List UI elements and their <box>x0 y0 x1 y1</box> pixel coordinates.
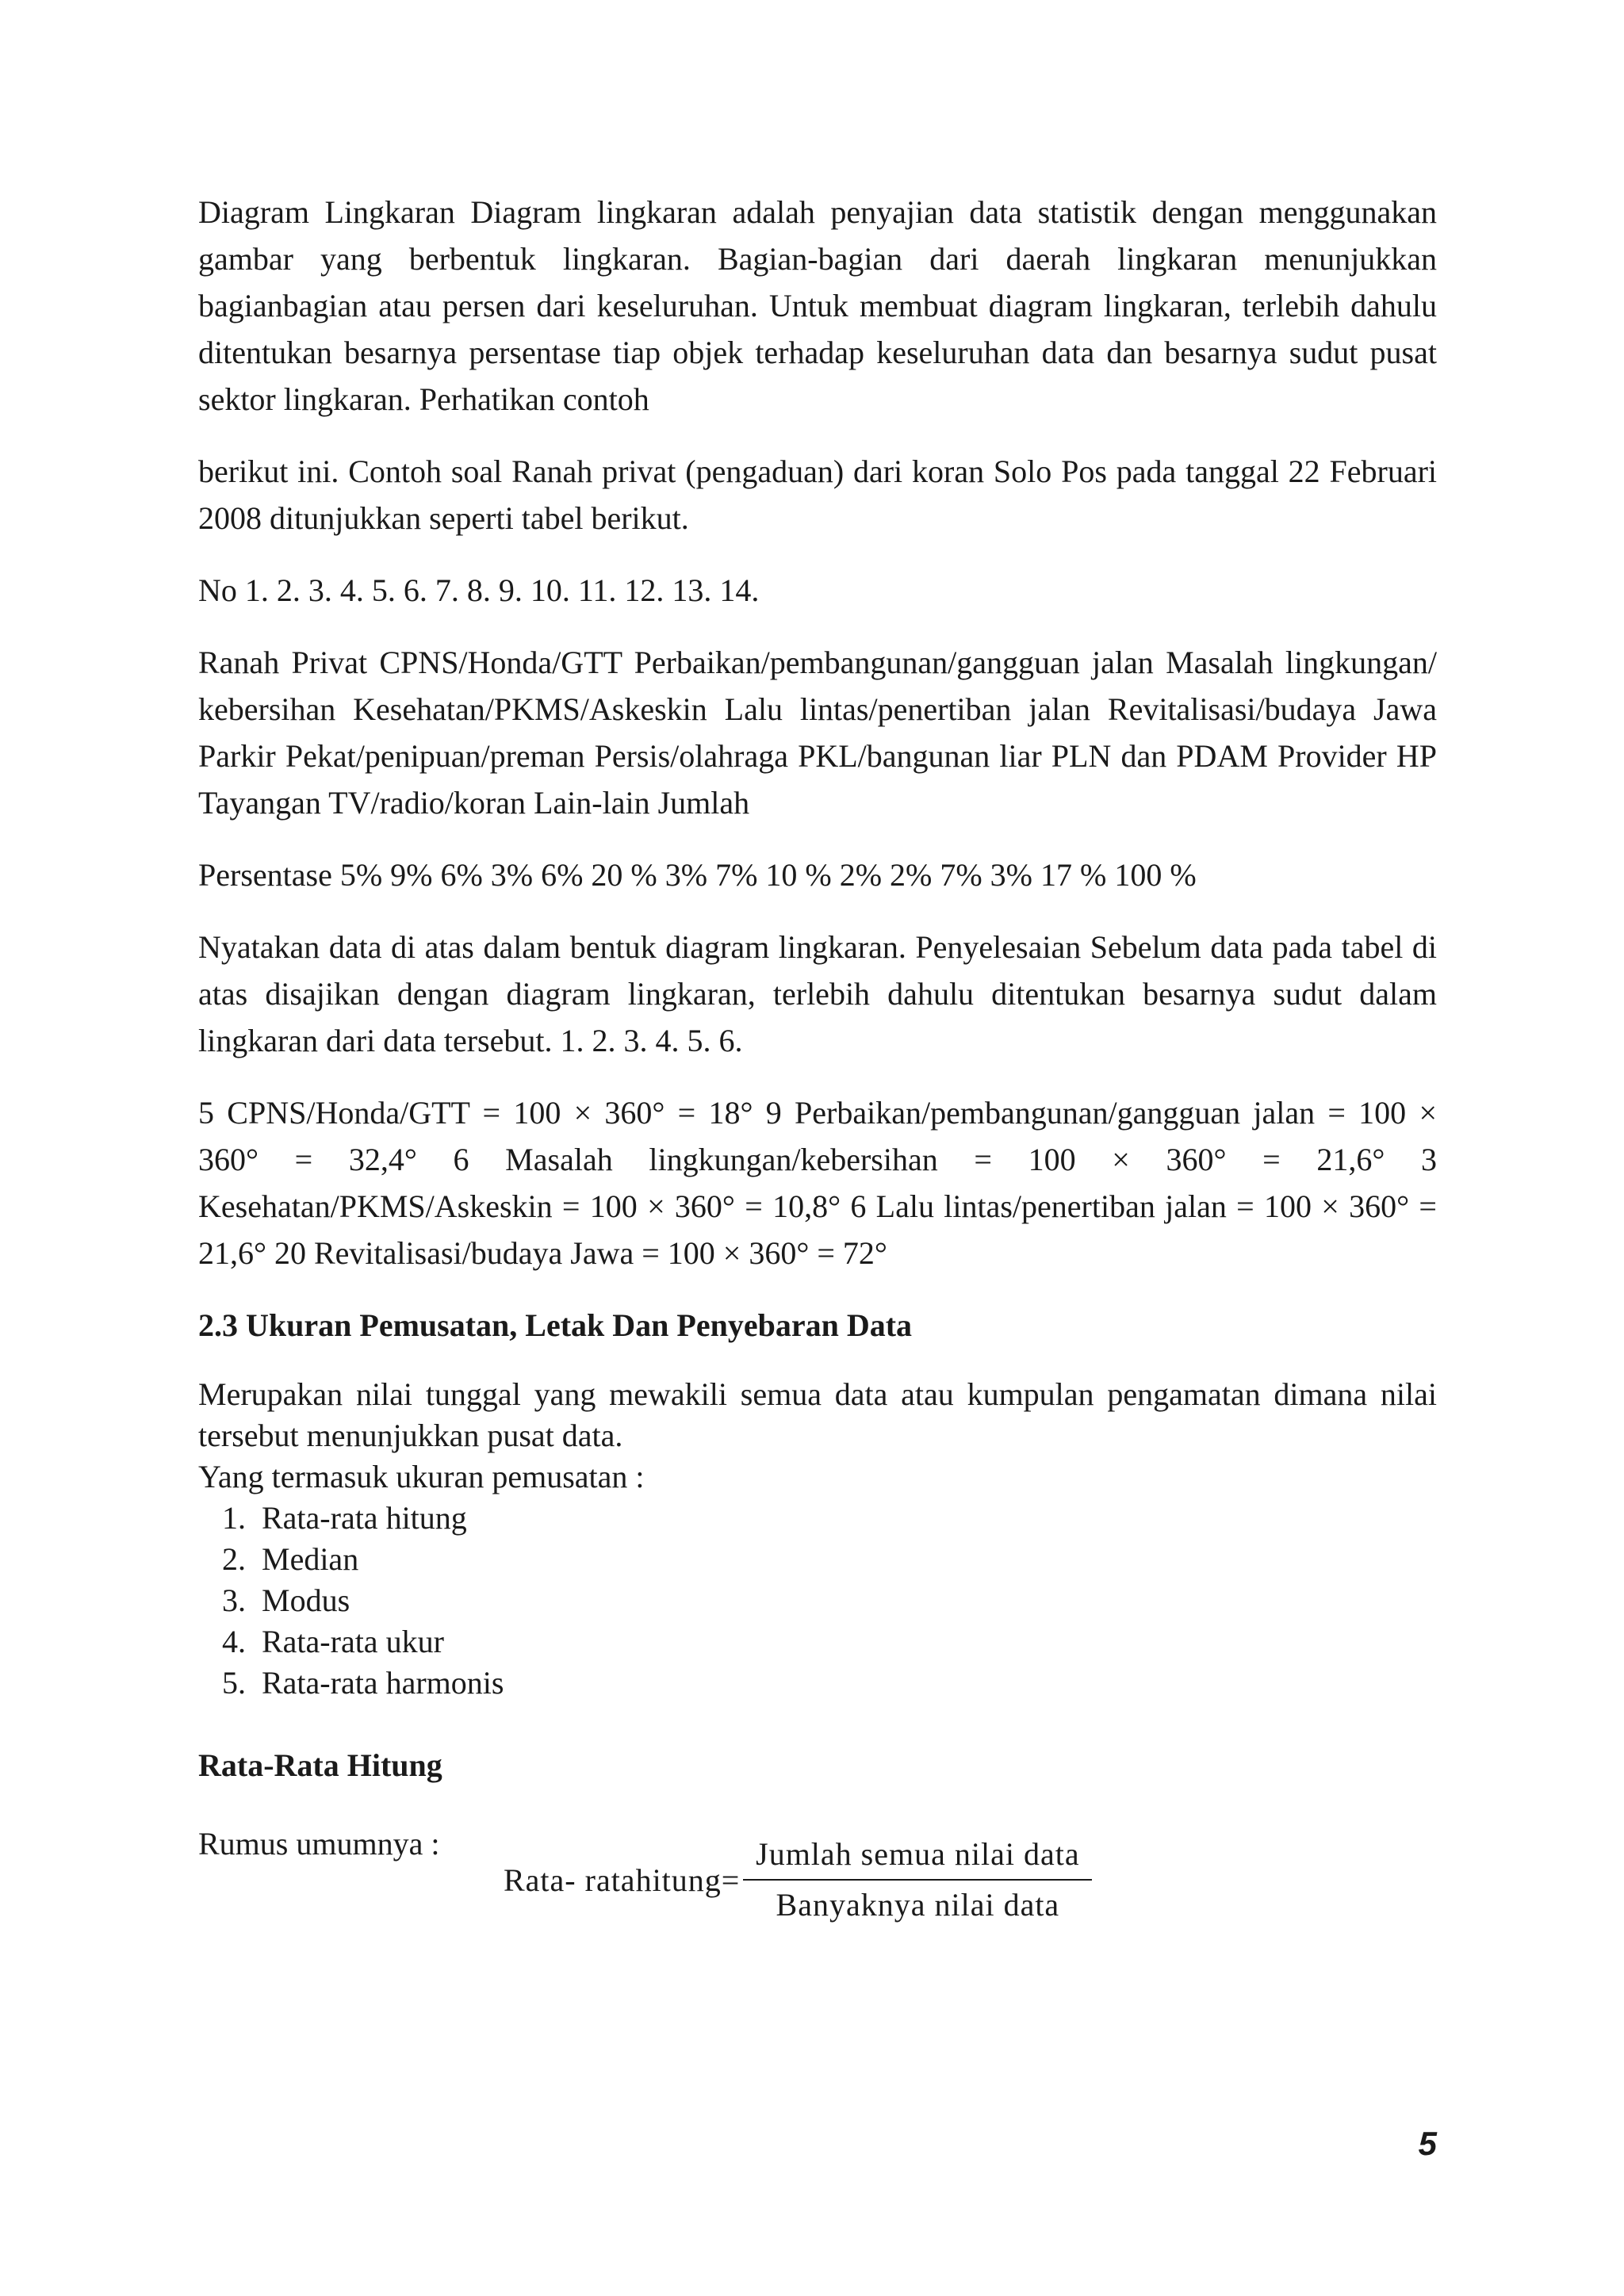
list-item <box>198 1498 1437 1539</box>
formula-numerator: Jumlah semua nilai data <box>756 1836 1080 1872</box>
formula-lhs: Rata- ratahitung= <box>504 1862 741 1898</box>
formula-fraction <box>743 1836 1092 1923</box>
list-item-number: 4. <box>222 1624 246 1659</box>
list-item-label: Rata-rata hitung <box>262 1500 467 1536</box>
rumus-label: Rumus umumnya : <box>198 1826 440 1862</box>
list-item-number: 1. <box>222 1500 246 1536</box>
intro-paragraph: Diagram Lingkaran Diagram lingkaran adalah penyajian data statistik dengan menggunakan gambar yang berbentuk lingkaran. Bagian-bagian dari daerah lingkaran menunjukkan bagianbagian atau persen dari keseluruhan. Untuk membuat diagram lingkaran, terlebih dahulu ditentukan besarnya persentase tiap objek terhadap keseluruhan data dan besarnya sudut pusat sektor lingkaran. Perhatikan contoh <box>198 194 1437 417</box>
pemusatan-list <box>198 1498 1437 1704</box>
page-number: 5 <box>1418 2125 1437 2162</box>
list-item-number: 5. <box>222 1665 246 1701</box>
numbers-paragraph: No 1. 2. 3. 4. 5. 6. 7. 8. 9. 10. 11. 12. 13. 14. <box>198 572 760 608</box>
rata-rata-heading: Rata-Rata Hitung <box>198 1747 442 1783</box>
formula-block <box>198 1820 1437 1931</box>
list-intro: Yang termasuk ukuran pemusatan : <box>198 1459 645 1494</box>
section-description: Merupakan nilai tunggal yang mewakili semua data atau kumpulan pengamatan dimana nilai tersebut menunjukkan pusat data. <box>198 1376 1437 1453</box>
list-item-label: Rata-rata harmonis <box>262 1665 504 1701</box>
list-item-label: Rata-rata ukur <box>262 1624 444 1659</box>
calculation-paragraph: 5 CPNS/Honda/GTT = 100 × 360° = 18° 9 Perbaikan/pembangunan/gangguan jalan = 100 × 360° = 32,4° 6 Masalah lingkungan/kebersihan = 100 × 360° = 21,6° 3 Kesehatan/PKMS/Askeskin = 100 × 360° = 10,8° 6 Lalu lintas/penertiban jalan = 100 × 360° = 21,6° 20 Revitalisasi/budaya Jawa = 100 × 360° = 72° <box>198 1095 1437 1271</box>
section-heading: 2.3 Ukuran Pemusatan, Letak Dan Penyebaran Data <box>198 1307 913 1343</box>
list-item <box>198 1663 1437 1704</box>
formula-denominator: Banyaknya nilai data <box>776 1887 1060 1923</box>
persentase-paragraph: Persentase 5% 9% 6% 3% 6% 20 % 3% 7% 10 % 2% 2% 7% 3% 17 % 100 % <box>198 857 1197 893</box>
list-item-number: 3. <box>222 1582 246 1618</box>
list-item <box>198 1580 1437 1621</box>
ranah-paragraph: Ranah Privat CPNS/Honda/GTT Perbaikan/pembangunan/gangguan jalan Masalah lingkungan/ kebersihan Kesehatan/PKMS/Askeskin Lalu lintas/penertiban jalan Revitalisasi/budaya Jawa Parkir Pekat/penipuan/preman Persis/olahraga PKL/bangunan liar PLN dan PDAM Provider HP Tayangan TV/radio/koran Lain-lain Jumlah <box>198 645 1437 821</box>
list-item-label: Median <box>262 1541 359 1577</box>
mean-formula <box>504 1836 1092 1923</box>
list-item <box>198 1621 1437 1663</box>
list-item <box>198 1539 1437 1580</box>
list-item-label: Modus <box>262 1582 350 1618</box>
list-item-number: 2. <box>222 1541 246 1577</box>
example-paragraph: berikut ini. Contoh soal Ranah privat (pengaduan) dari koran Solo Pos pada tanggal 22 Februari 2008 ditunjukkan seperti tabel berikut. <box>198 453 1437 536</box>
page-content <box>198 189 1437 1931</box>
nyatakan-paragraph: Nyatakan data di atas dalam bentuk diagram lingkaran. Penyelesaian Sebelum data pada tabel di atas disajikan dengan diagram lingkaran, terlebih dahulu ditentukan besarnya sudut dalam lingkaran dari data tersebut. 1. 2. 3. 4. 5. 6. <box>198 929 1437 1058</box>
